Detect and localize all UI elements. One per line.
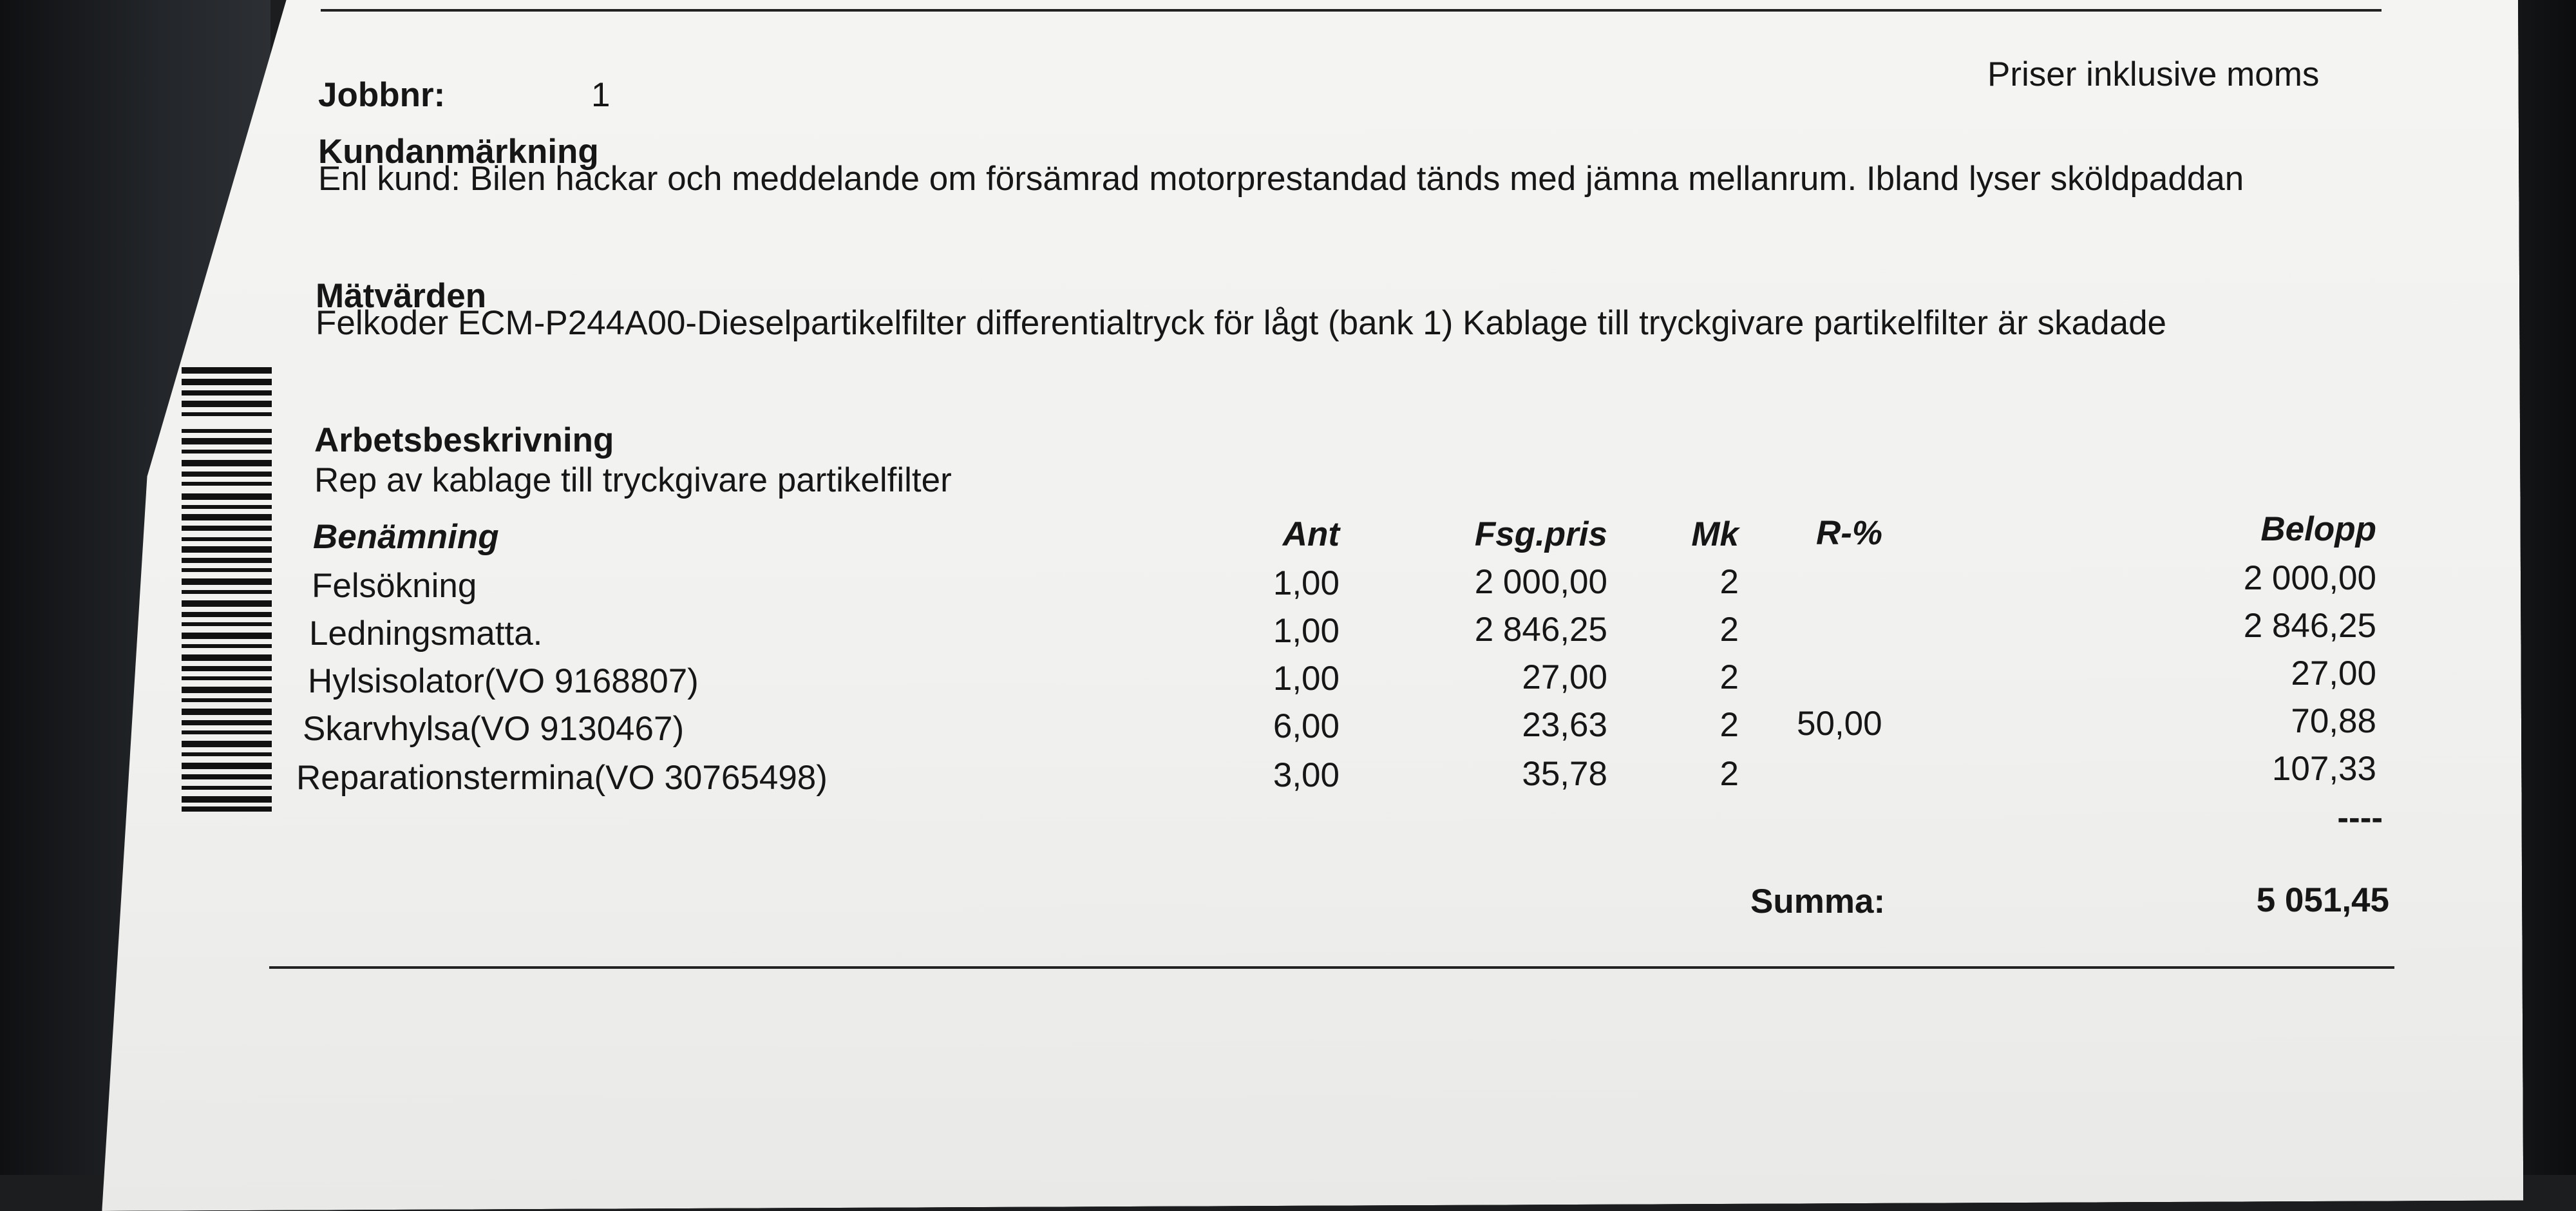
jobbnr-value: 1	[591, 76, 611, 114]
belopp-separator: ----	[2337, 799, 2383, 837]
kundanmarkning-title: Kundanmärkning	[318, 133, 599, 171]
cell-belopp: 2 846,25	[2243, 607, 2376, 645]
cell-mk: 2	[1719, 755, 1739, 793]
cell-benamning: Hylsisolator(VO 9168807)	[308, 662, 699, 700]
cell-fsgpris: 35,78	[1522, 755, 1607, 793]
matvarden-title: Mätvärden	[316, 277, 487, 315]
kundanmarkning-text: Enl kund: Bilen hackar och meddelande om försämrad motorprestandad tänds med jämna mellanrum. Ibland lyser sköldpaddan	[318, 160, 2244, 198]
header-fsgpris: Fsg.pris	[1474, 515, 1607, 553]
barcode-image	[182, 367, 272, 812]
cell-belopp: 70,88	[2291, 702, 2376, 740]
cell-belopp: 107,33	[2271, 750, 2376, 788]
cell-mk: 2	[1719, 563, 1739, 601]
summa-value: 5 051,45	[2256, 881, 2389, 919]
bottom-rule	[269, 966, 2394, 969]
cell-benamning: Ledningsmatta.	[309, 615, 543, 653]
top-rule	[321, 9, 2382, 12]
arbetsbeskrivning-text: Rep av kablage till tryckgivare partikelfilter	[314, 461, 952, 499]
price-note: Priser inklusive moms	[1987, 55, 2320, 93]
cell-benamning: Skarvhylsa(VO 9130467)	[303, 710, 685, 748]
cell-fsgpris: 27,00	[1522, 658, 1607, 696]
cell-belopp: 27,00	[2291, 654, 2376, 692]
jobbnr-label: Jobbnr:	[318, 76, 446, 114]
header-belopp: Belopp	[2260, 510, 2376, 548]
cell-belopp: 2 000,00	[2243, 559, 2376, 597]
cell-benamning: Felsökning	[312, 567, 477, 605]
summa-label: Summa:	[1750, 882, 1886, 920]
cell-ant: 1,00	[1273, 660, 1340, 698]
cell-ant: 1,00	[1273, 564, 1340, 602]
cell-ant: 1,00	[1273, 612, 1340, 650]
cell-fsgpris: 2 000,00	[1474, 563, 1607, 601]
header-rpct: R-%	[1816, 514, 1883, 552]
cell-mk: 2	[1719, 658, 1739, 696]
header-mk: Mk	[1691, 515, 1739, 553]
header-benamning: Benämning	[313, 518, 499, 556]
cell-mk: 2	[1719, 611, 1739, 649]
header-ant: Ant	[1282, 515, 1340, 553]
cell-fsgpris: 2 846,25	[1474, 611, 1607, 649]
cell-benamning: Reparationstermina(VO 30765498)	[296, 759, 828, 797]
cell-ant: 6,00	[1273, 707, 1340, 745]
matvarden-text: Felkoder ECM-P244A00-Dieselpartikelfilter differentialtryck för lågt (bank 1) Kablage till tryckgivare partikelfilter är skadade	[316, 304, 2167, 342]
cell-fsgpris: 23,63	[1522, 706, 1607, 744]
cell-rpct: 50,00	[1797, 705, 1882, 743]
cell-mk: 2	[1719, 706, 1739, 744]
cell-ant: 3,00	[1273, 756, 1340, 794]
arbetsbeskrivning-title: Arbetsbeskrivning	[314, 421, 614, 459]
